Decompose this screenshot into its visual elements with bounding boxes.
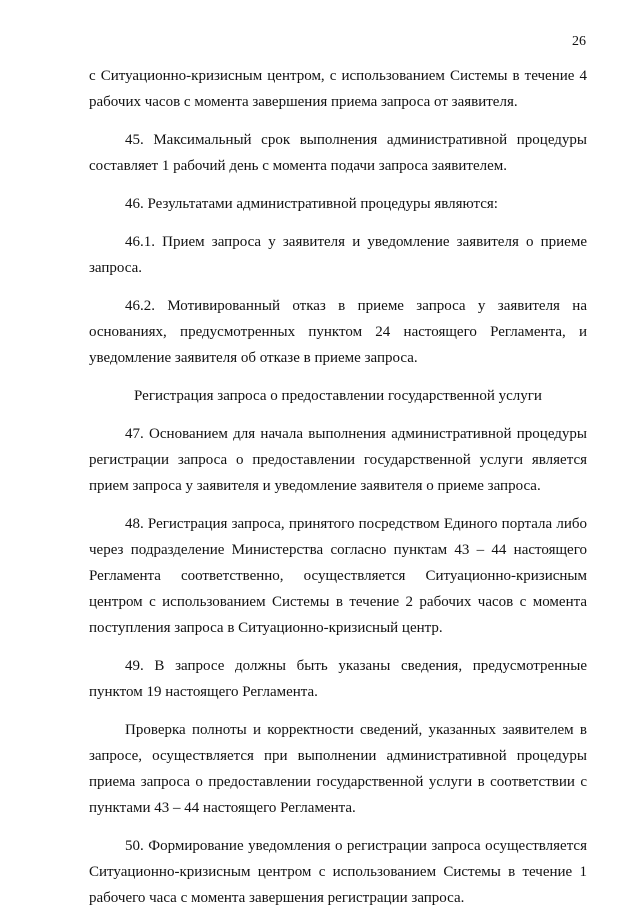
document-body bbox=[89, 63, 587, 923]
paragraph-46-2: 46.2. Мотивированный отказ в приеме запроса у заявителя на основаниях, предусмотренных пунктом 24 настоящего Регламента, и уведомление заявителя об отказе в приеме запроса. bbox=[89, 298, 587, 366]
paragraph-47: 47. Основанием для начала выполнения административной процедуры регистрации запроса о предоставлении государственной услуги является прием запроса у заявителя и уведомление заявителя о приеме запроса. bbox=[89, 426, 587, 494]
paragraph-48: 48. Регистрация запроса, принятого посредством Единого портала либо через подразделение Министерства согласно пунктам 43 – 44 настоящего Регламента соответственно, осуществляется Ситуационно-кризисным центром с использованием Системы в течение 2 рабочих часов с момента поступления запроса в Ситуационно-кризисный центр. bbox=[89, 516, 587, 636]
paragraph-46-1: 46.1. Прием запроса у заявителя и уведомление заявителя о приеме запроса. bbox=[89, 234, 587, 276]
page-number: 26 bbox=[572, 34, 586, 49]
section-heading: Регистрация запроса о предоставлении государственной услуги bbox=[134, 388, 542, 404]
paragraph-verification: Проверка полноты и корректности сведений, указанных заявителем в запросе, осуществляется при выполнении административной процедуры приема запроса о предоставлении государственной услуги в соответствии с пунктами 43 – 44 настоящего Регламента. bbox=[89, 722, 587, 816]
paragraph-continuation: с Ситуационно-кризисным центром, с использованием Системы в течение 4 рабочих часов с момента завершения приема запроса от заявителя. bbox=[89, 68, 587, 110]
paragraph-45: 45. Максимальный срок выполнения административной процедуры составляет 1 рабочий день с момента подачи запроса заявителем. bbox=[89, 132, 587, 174]
paragraph-46: 46. Результатами административной процедуры являются: bbox=[125, 196, 498, 212]
paragraph-50: 50. Формирование уведомления о регистрации запроса осуществляется Ситуационно-кризисным центром с использованием Системы в течение 1 рабочего часа с момента завершения регистрации запроса. bbox=[89, 838, 587, 906]
paragraph-49: 49. В запросе должны быть указаны сведения, предусмотренные пунктом 19 настоящего Регламента. bbox=[89, 658, 587, 700]
